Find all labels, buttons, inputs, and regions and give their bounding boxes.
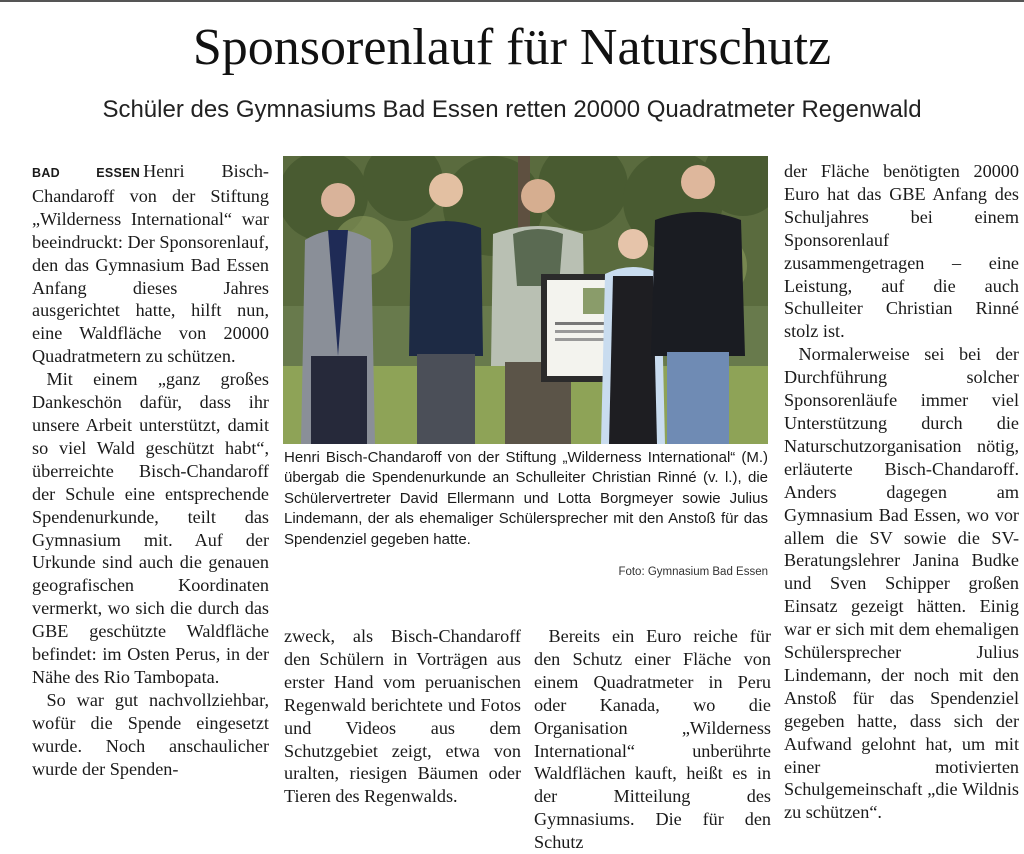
dateline: BAD ESSEN	[32, 166, 141, 180]
article-column-3	[534, 625, 771, 854]
paragraph: zweck, als Bisch-Chandaroff den Schülern in Vorträgen aus erster Hand vom peruanischen Regenwald berichtete und Fotos und Videos aus dem Schutzgebiet zeigt, etwa von uralten, riesigen Bäumen oder Tieren des Regenwalds.	[284, 626, 521, 807]
article-column-4	[784, 160, 1019, 824]
paragraph: Normalerweise sei bei der Durchführung solcher Sponsorenläufe immer viel Unterstützung durch die Naturschutzorganisation nötig, erläuterte Bisch-Chandaroff. Anders dagegen am Gymnasium Bad Essen, wo vor allem die SV sowie die SV-Beratungslehrer Janina Budke und Sven Schipper großen Einsatz gezeigt hätten. Einig war er sich mit dem ehemaligen Schülersprecher Julius Lindemann, der noch mit den Anstoß für das Spendenziel gegeben hatte, dass sich der Aufwand gelohnt hat, um mit einer motivierten Schulgemeinschaft „die Wildnis zu schützen“.	[784, 344, 1019, 823]
article-photo	[283, 156, 768, 444]
photo-credit: Foto: Gymnasium Bad Essen	[618, 566, 768, 578]
paragraph-text: Henri Bisch-Chandaroff von der Stiftung „Wilderness International“ war beeindruckt: Der Sponsorenlauf, den das Gymnasium Bad Essen Anfang dieses Jahres ausgerichtet hatte, hilft nun, eine Waldfläche von 20000 Quadratmetern zu schützen.	[32, 161, 269, 367]
photo-illustration	[283, 156, 768, 444]
paragraph: So war gut nachvollziehbar, wofür die Spende eingesetzt wurde. Noch anschaulicher wurde der Spenden-	[32, 689, 269, 779]
article-column-2	[284, 625, 521, 808]
top-rule	[0, 0, 1024, 2]
paragraph	[32, 160, 269, 368]
article-headline: Sponsorenlauf für Naturschutz	[192, 19, 832, 76]
article-subheadline: Schüler des Gymnasiums Bad Essen retten 20000 Quadratmeter Regenwald	[102, 96, 922, 123]
article-column-1	[32, 160, 269, 780]
paragraph: der Fläche benötigten 20000 Euro hat das GBE Anfang des Schuljahres bei einem Sponsorenlauf zusammengetragen – eine Leistung, auf die auch Schulleiter Christian Rinné stolz ist.	[784, 161, 1019, 342]
paragraph: Bereits ein Euro reiche für den Schutz einer Fläche von einem Quadratmeter in Peru oder Kanada, wo die Organisation „Wilderness International“ unberührte Waldflächen kauft, heißt es in der Mitteilung des Gymnasiums. Die für den Schutz	[534, 626, 771, 853]
photo-caption: Henri Bisch-Chandaroff von der Stiftung „Wilderness International“ (M.) übergab die Spendenurkunde an Schulleiter Christian Rinné (v. l.), die Schülervertreter David Ellermann und Lotta Borgmeyer sowie Julius Lindemann, der als ehemaliger Schülersprecher mit den Anstoß für das Spendenziel gegeben hatte.	[284, 449, 768, 548]
paragraph: Mit einem „ganz großes Dankeschön dafür, dass ihr unsere Arbeit unterstützt, damit so viel Wald geschützt habt“, überreichte Bisch-Chandaroff der Schule eine entsprechende Spendenurkunde, teilt das Gymnasium mit. Auf der Urkunde sind auch die genauen geografischen Koordinaten vermerkt, wo sich die durch das GBE geschützte Waldfläche befindet: im Osten Perus, in der Nähe des Rio Tambopata.	[32, 369, 269, 687]
